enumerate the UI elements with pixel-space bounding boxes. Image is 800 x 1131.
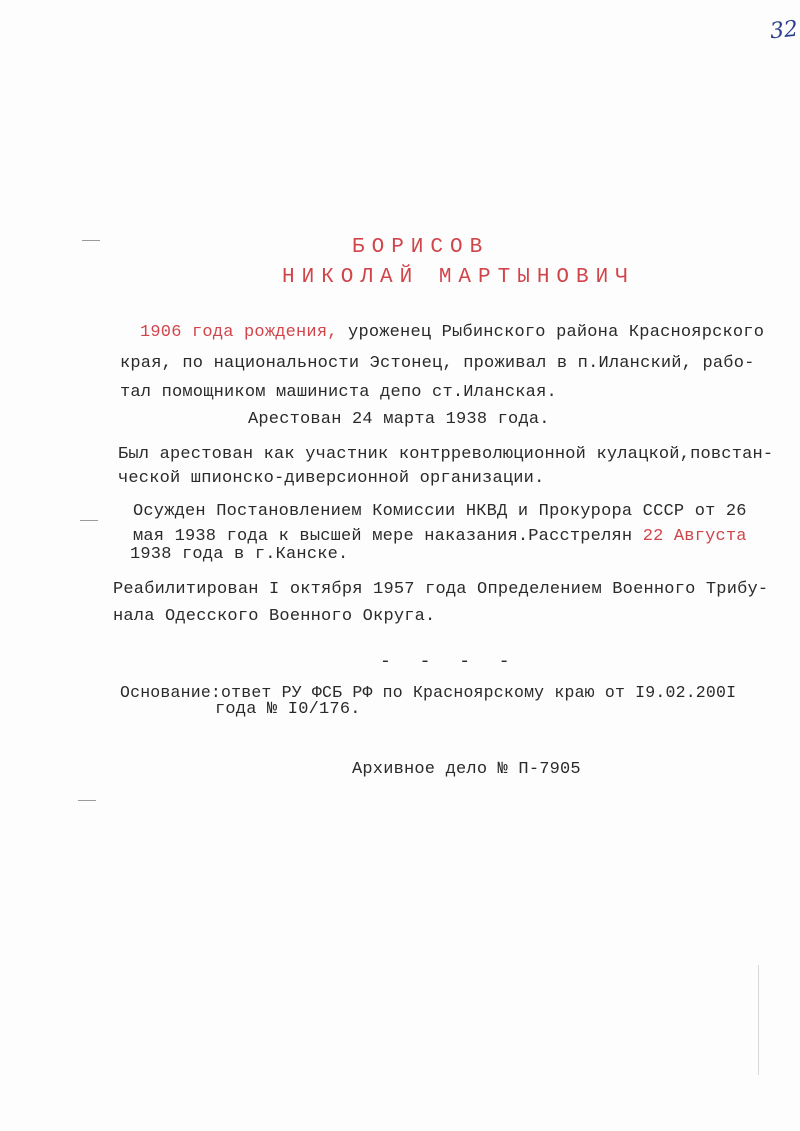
given-names: НИКОЛАЙ МАРТЫНОВИЧ <box>282 266 635 289</box>
rehabilitation-line-2: нала Одесского Военного Округа. <box>113 607 436 626</box>
execution-date: 22 Августа <box>642 527 747 546</box>
surname: БОРИСОВ <box>352 236 490 259</box>
margin-mark <box>80 520 98 521</box>
basis-line-2: года № I0/176. <box>215 700 361 719</box>
birth-line-3: тал помощником машиниста депо ст.Иланская. <box>120 383 557 402</box>
page-number: 32 <box>768 16 800 45</box>
birth-year-phrase: 1906 года рождения, <box>140 323 338 342</box>
margin-mark <box>78 800 96 801</box>
margin-mark <box>82 240 100 241</box>
birth-line-1-rest: уроженец Рыбинского района Красноярского <box>337 323 765 342</box>
archive-reference: Архивное дело № П-7905 <box>352 760 581 779</box>
scan-edge-line <box>758 965 759 1075</box>
sentence-line-1: Осужден Постановлением Комиссии НКВД и Прокурора СССР от 26 <box>133 502 747 521</box>
birth-line-1 <box>140 323 764 342</box>
sentence-line-2-prefix: мая 1938 года к высшей мере наказания.Расстрелян <box>133 527 643 546</box>
basis-line-1: Основание:ответ РУ ФСБ РФ по Красноярскому краю от I9.02.200I <box>120 683 737 702</box>
charge-line-2: ческой шпионско-диверсионной организации. <box>118 469 545 488</box>
sentence-line-2 <box>133 527 747 546</box>
birth-line-2: края, по национальности Эстонец, проживал в п.Иланский, рабо- <box>120 354 755 373</box>
sentence-line-3: 1938 года в г.Канске. <box>130 545 349 564</box>
rehabilitation-line-1: Реабилитирован I октября 1957 года Определением Военного Трибу- <box>113 580 769 599</box>
charge-line-1: Был арестован как участник контрреволюционной кулацкой,повстан- <box>118 445 774 464</box>
arrest-line: Арестован 24 марта 1938 года. <box>248 410 550 429</box>
separator-dashes: - - - - <box>380 652 519 672</box>
